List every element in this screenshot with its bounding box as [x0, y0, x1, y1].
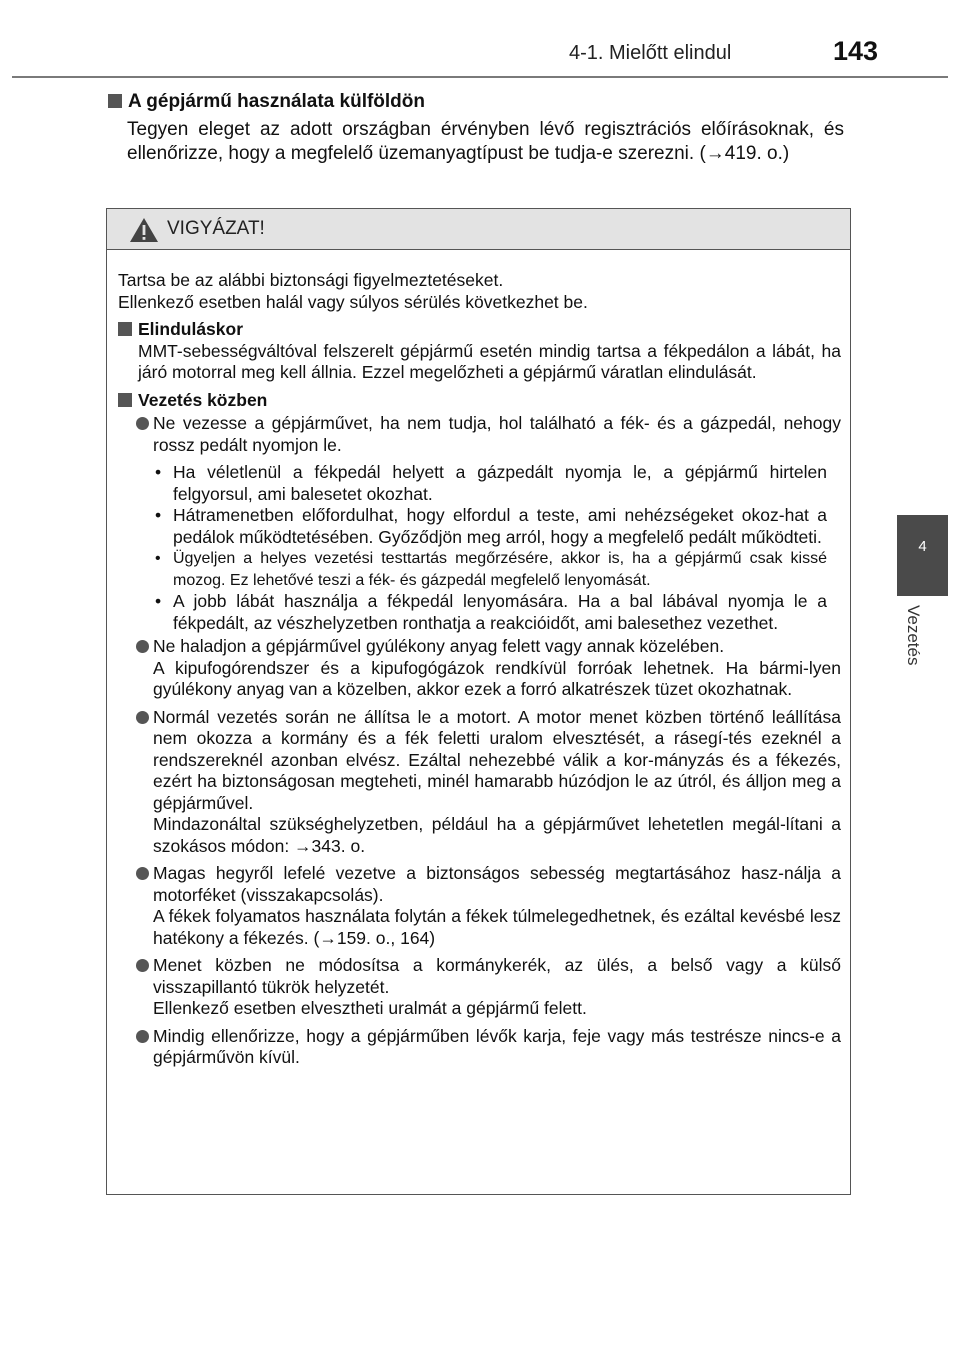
round-bullet-icon	[136, 711, 149, 724]
list-item-flammable	[118, 636, 841, 701]
section-driving-title: Vezetés közben	[138, 389, 268, 410]
square-bullet-icon	[118, 393, 132, 407]
round-bullet-icon	[136, 417, 149, 430]
section-start-body: MMT-sebességváltóval felszerelt gépjármű esetén mindig tartsa a fékpedálon a lábát, ha járó motorral meg kell állnia. Ezzel megelőzheti a gépjármű váratlan elindulását.	[138, 340, 841, 382]
warning-body	[107, 250, 850, 1069]
intro-title: A gépjármű használata külföldön	[128, 91, 426, 112]
sub-bullet-item: • Hátramenetben előfordulhat, hogy elfordul a teste, ami nehézségeket okoz-hat a pedálok működtetésében. Győződjön meg arról, hogy a megfelelő pedált működteti.	[118, 505, 841, 548]
list-item-pedals	[118, 413, 841, 456]
list-item-text: Menet közben ne módosítsa a kormánykerék, az ülés, a belső vagy a külső visszapillantó tükrök helyzetét.	[153, 955, 841, 997]
round-bullet-icon	[136, 1030, 149, 1043]
list-item-text: Ne vezesse a gépjárművet, ha nem tudja, hol található a fék- és a gázpedál, nehogy rossz pedált nyomjon le.	[153, 413, 841, 455]
section-start-title: Elinduláskor	[138, 319, 244, 339]
page-number: 143	[833, 36, 879, 66]
list-item-engine-off	[118, 707, 841, 858]
intro-heading	[108, 90, 844, 114]
square-bullet-icon	[118, 322, 132, 336]
list-item-passengers	[118, 1026, 841, 1069]
warning-triangle-icon	[129, 217, 159, 243]
warning-header	[107, 209, 850, 250]
list-item-engine-brake	[118, 863, 841, 949]
sub-bullet-item: • Ha véletlenül a fékpedál helyett a gázpedált nyomja le, a gépjármű hirtelen felgyorsul, ami balesetet okozhat.	[118, 462, 841, 505]
chapter-label: Vezetés	[904, 605, 923, 666]
chapter-number: 4	[918, 538, 927, 555]
warning-intro-line-2: Ellenkező esetben halál vagy súlyos sérülés következhet be.	[118, 291, 588, 312]
list-item-text: A kipufogórendszer és a kipufogógázok rendkívül forróak lehetnek. Ha bármi-lyen gyúlékony anyag van a közelben, akkor ezek a forró alkatrészek tüzet okozhatnak.	[153, 657, 841, 699]
list-item-text: Ne haladjon a gépjárművel gyúlékony anyag felett vagy annak közelében.	[153, 636, 725, 656]
section-heading-start	[118, 319, 841, 341]
list-item-text: Mindig ellenőrizze, hogy a gépjárműben lévők karja, feje vagy más testrésze nincs-e a gépjárművön kívül.	[153, 1025, 841, 1067]
list-item-text: Ellenkező esetben elvesztheti uralmát a gépjármű felett.	[153, 998, 587, 1018]
chapter-label-container	[897, 605, 948, 685]
sub-bullet-item: • A jobb lábát használja a fékpedál lenyomására. Ha a bal lábával nyomja le a fékpedált, az vészhelyzetben ronthatja a reakcióidőt, ami balesethez vezethet.	[118, 591, 841, 634]
intro-body: Tegyen eleget az adott országban érvényben lévő regisztrációs előírásoknak, és ellenőrizze, hogy a megfelelő üzemanyagtípust be tudja-e szerezni. (→419. o.)	[127, 119, 844, 164]
intro-section	[108, 90, 844, 166]
warning-title: VIGYÁZAT!	[167, 218, 265, 239]
warning-intro-line-1: Tartsa be az alábbi biztonsági figyelmeztetéseket.	[118, 270, 504, 290]
list-item-text: Magas hegyről lefelé vezetve a biztonságos sebesség megtartásához hasz-nálja a motorféket (visszakapcsolás).	[153, 863, 841, 905]
warning-box	[106, 208, 851, 1195]
list-item-adjustments	[118, 955, 841, 1020]
round-bullet-icon	[136, 867, 149, 880]
list-item-text: Mindazonáltal szükséghelyzetben, például ha a gépjárművet lehetetlen megál-lítani a szokásos módon: →343. o.	[153, 814, 841, 856]
sub-bullet-list	[118, 462, 841, 634]
section-heading-driving	[118, 390, 841, 412]
section-title: 4-1. Mielőtt elindul	[569, 42, 732, 64]
list-item-text: Normál vezetés során ne állítsa le a motort. A motor menet közben történő leállítása nem okozza a kormány és a fék feletti uralom elvesztését, a rásegí-tés ezeknél a rendszereknél azonban elvész. Ezáltal nehezebbé válik a kor-mányzás és a fékezés, ezért ha biztonságosan megteheti, minél hamarabb húzódjon le az útról, és álljon meg a gépjárművel.	[153, 706, 841, 813]
sub-bullet-item: • Ügyeljen a helyes vezetési testtartás megőrzésére, akkor is, ha a gépjármű csak kissé mozog. Ez lehetővé teszi a fék- és gázpedál megfelelő lenyomását.	[118, 548, 841, 591]
list-item-text: A fékek folyamatos használata folytán a fékek túlmelegedhetnek, és ezáltal kevésbé lesz hatékony a fékezés. (→159. o., 164)	[153, 906, 841, 948]
square-bullet-icon	[108, 94, 122, 108]
round-bullet-icon	[136, 640, 149, 653]
header-divider	[12, 76, 948, 78]
round-bullet-icon	[136, 959, 149, 972]
chapter-tab	[897, 515, 948, 596]
